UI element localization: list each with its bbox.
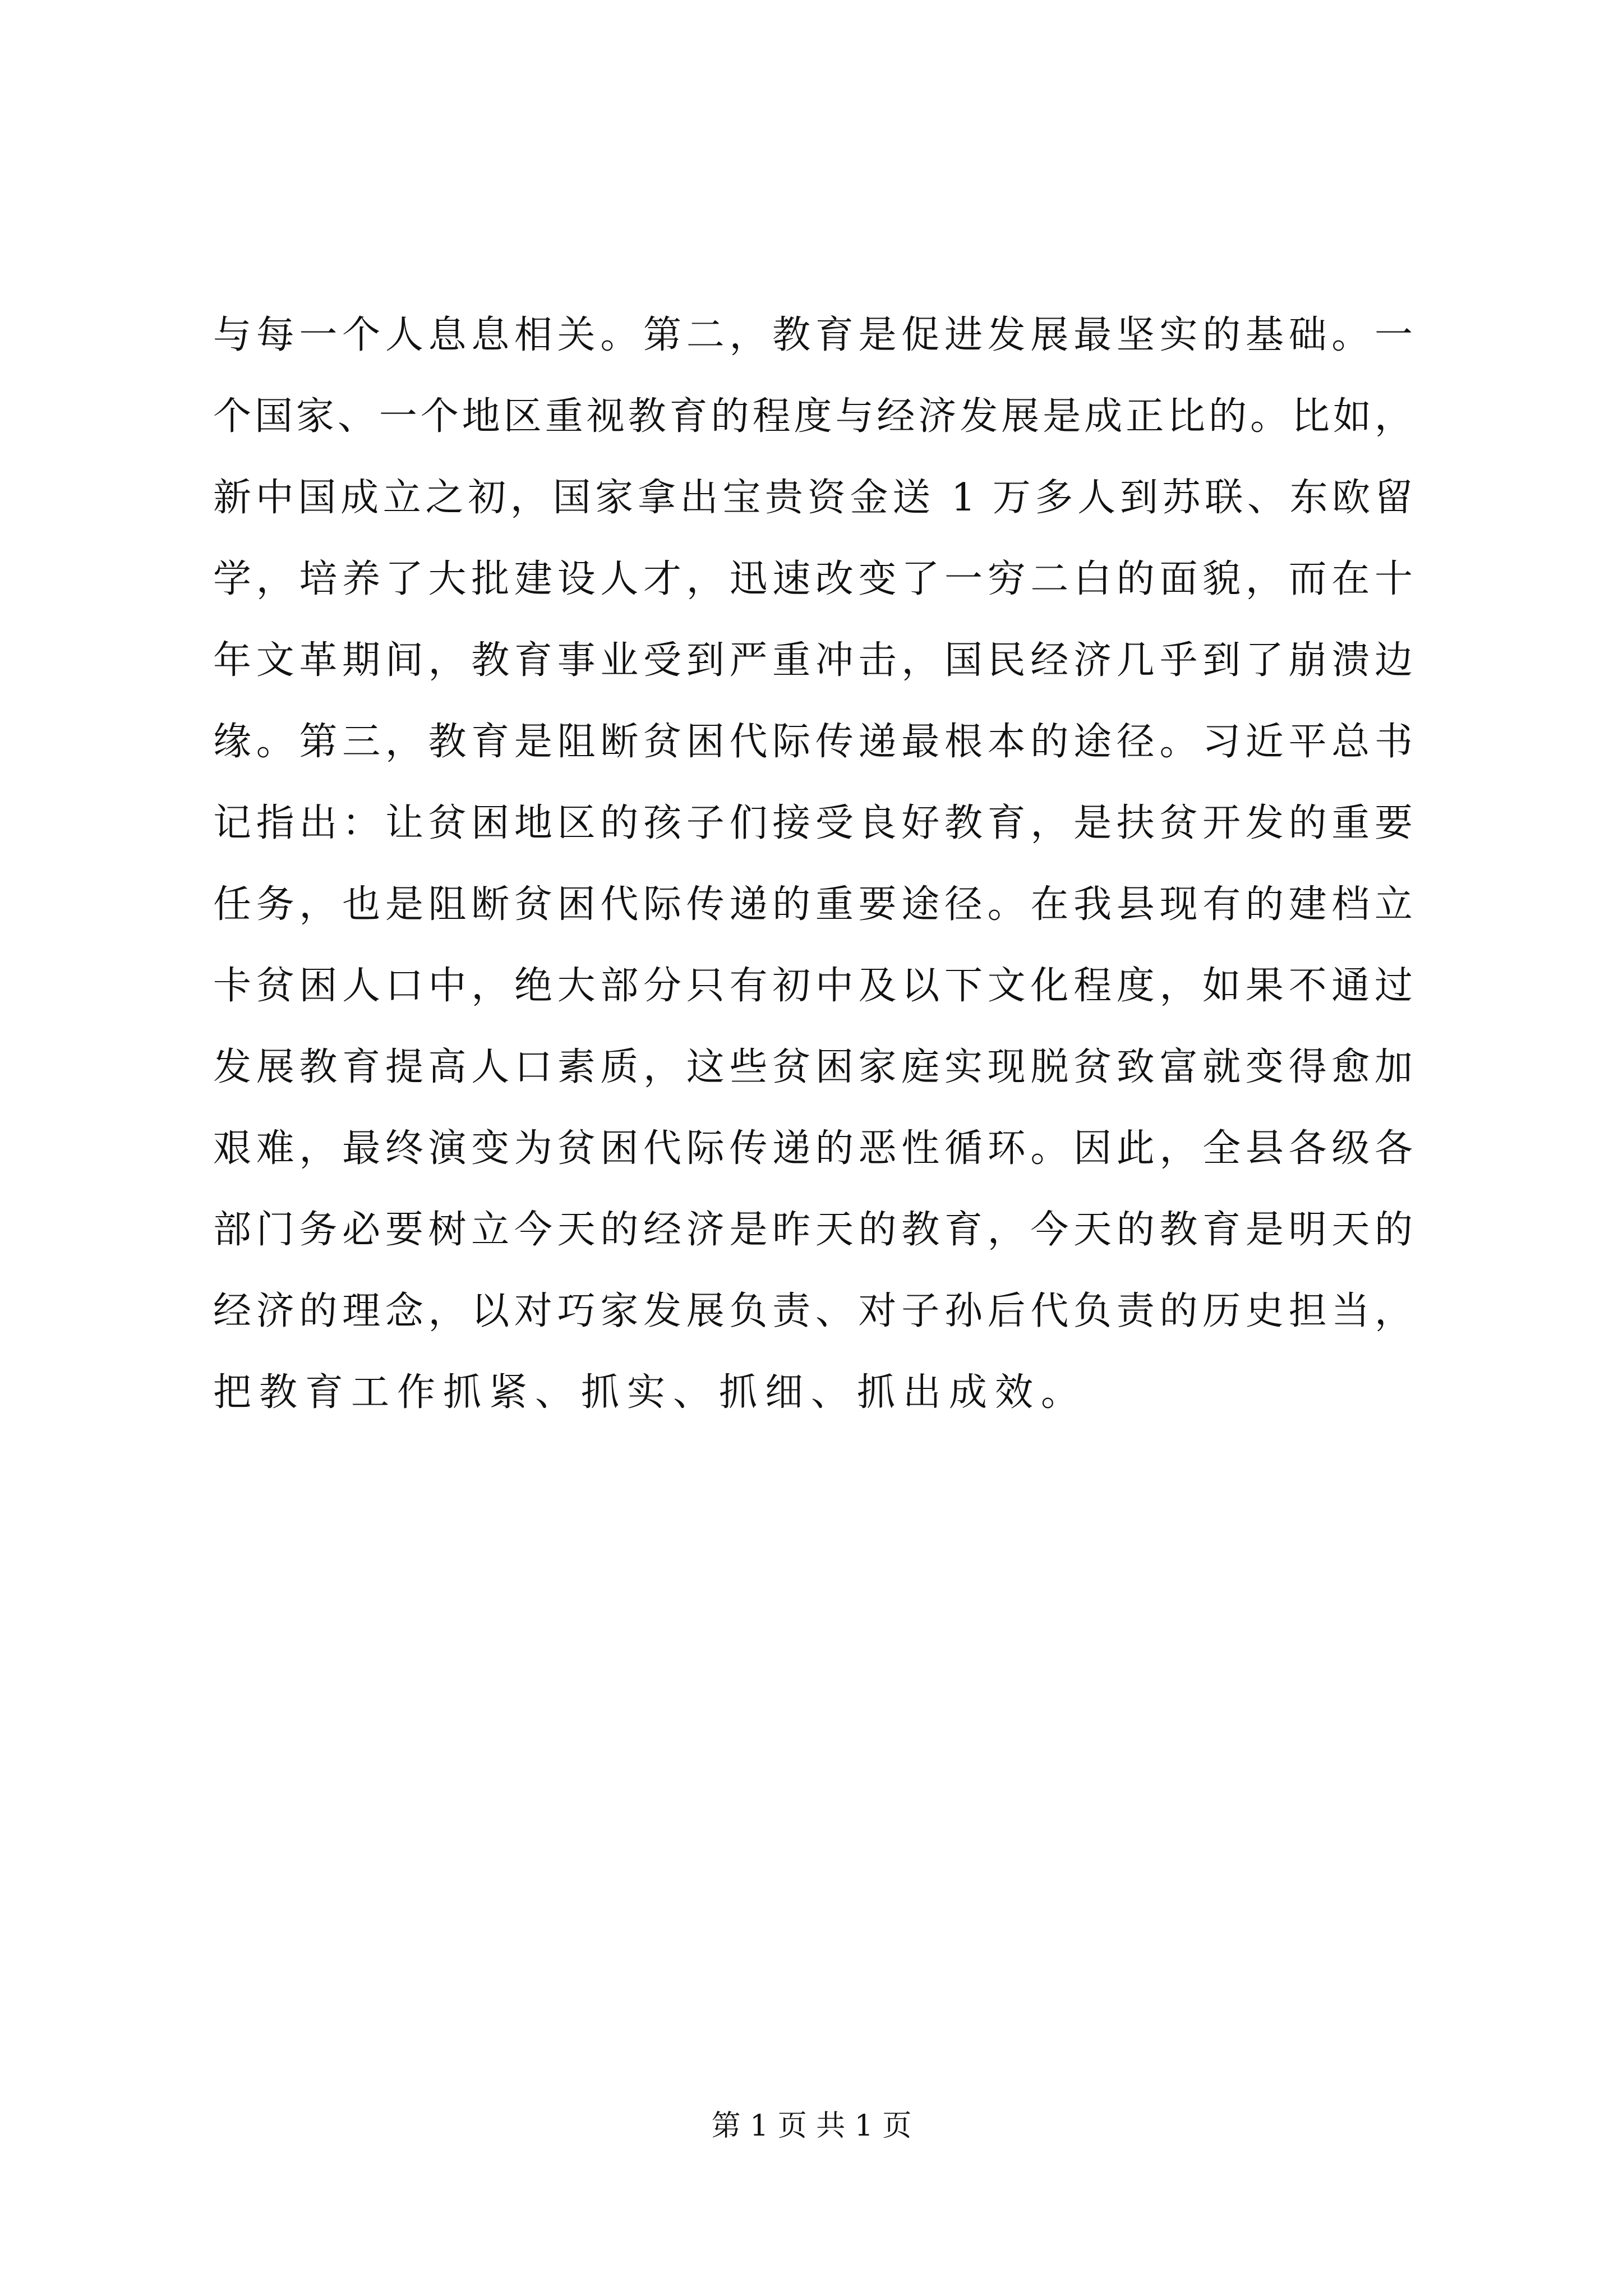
text-line: 发展教育提高人口素质，这些贫困家庭实现脱贫致富就变得愈加 bbox=[213, 1045, 1413, 1089]
text-line: 年文革期间，教育事业受到严重冲击，国民经济几乎到了崩溃边 bbox=[213, 638, 1413, 683]
text-line: 与每一个人息息相关。第二，教育是促进发展最坚实的基础。一 bbox=[213, 313, 1413, 357]
text-line: 缘。第三，教育是阻断贫困代际传递最根本的途径。习近平总书 bbox=[213, 720, 1413, 764]
page-number-label: 第 1 页 共 1 页 bbox=[711, 2109, 912, 2143]
text-line: 个国家、一个地区重视教育的程度与经济发展是成正比的。比如， bbox=[213, 394, 1413, 439]
text-line: 新中国成立之初，国家拿出宝贵资金送 1 万多人到苏联、东欧留 bbox=[213, 476, 1413, 520]
text-line: 学，培养了大批建设人才，迅速改变了一穷二白的面貌，而在十 bbox=[213, 557, 1413, 601]
text-line: 艰难，最终演变为贫困代际传递的恶性循环。因此，全县各级各 bbox=[213, 1126, 1413, 1171]
text-line: 任务，也是阻断贫困代际传递的重要途径。在我县现有的建档立 bbox=[213, 882, 1413, 927]
text-line: 把教育工作抓紧、抓实、抓细、抓出成效。 bbox=[213, 1370, 1087, 1415]
page-footer bbox=[0, 2106, 1623, 2146]
text-line: 卡贫困人口中，绝大部分只有初中及以下文化程度，如果不通过 bbox=[213, 964, 1413, 1008]
body-paragraph bbox=[213, 295, 1413, 1433]
text-line: 记指出：让贫困地区的孩子们接受良好教育，是扶贫开发的重要 bbox=[213, 801, 1413, 845]
text-line: 经济的理念，以对巧家发展负责、对子孙后代负责的历史担当， bbox=[213, 1289, 1413, 1333]
text-line: 部门务必要树立今天的经济是昨天的教育，今天的教育是明天的 bbox=[213, 1208, 1413, 1252]
